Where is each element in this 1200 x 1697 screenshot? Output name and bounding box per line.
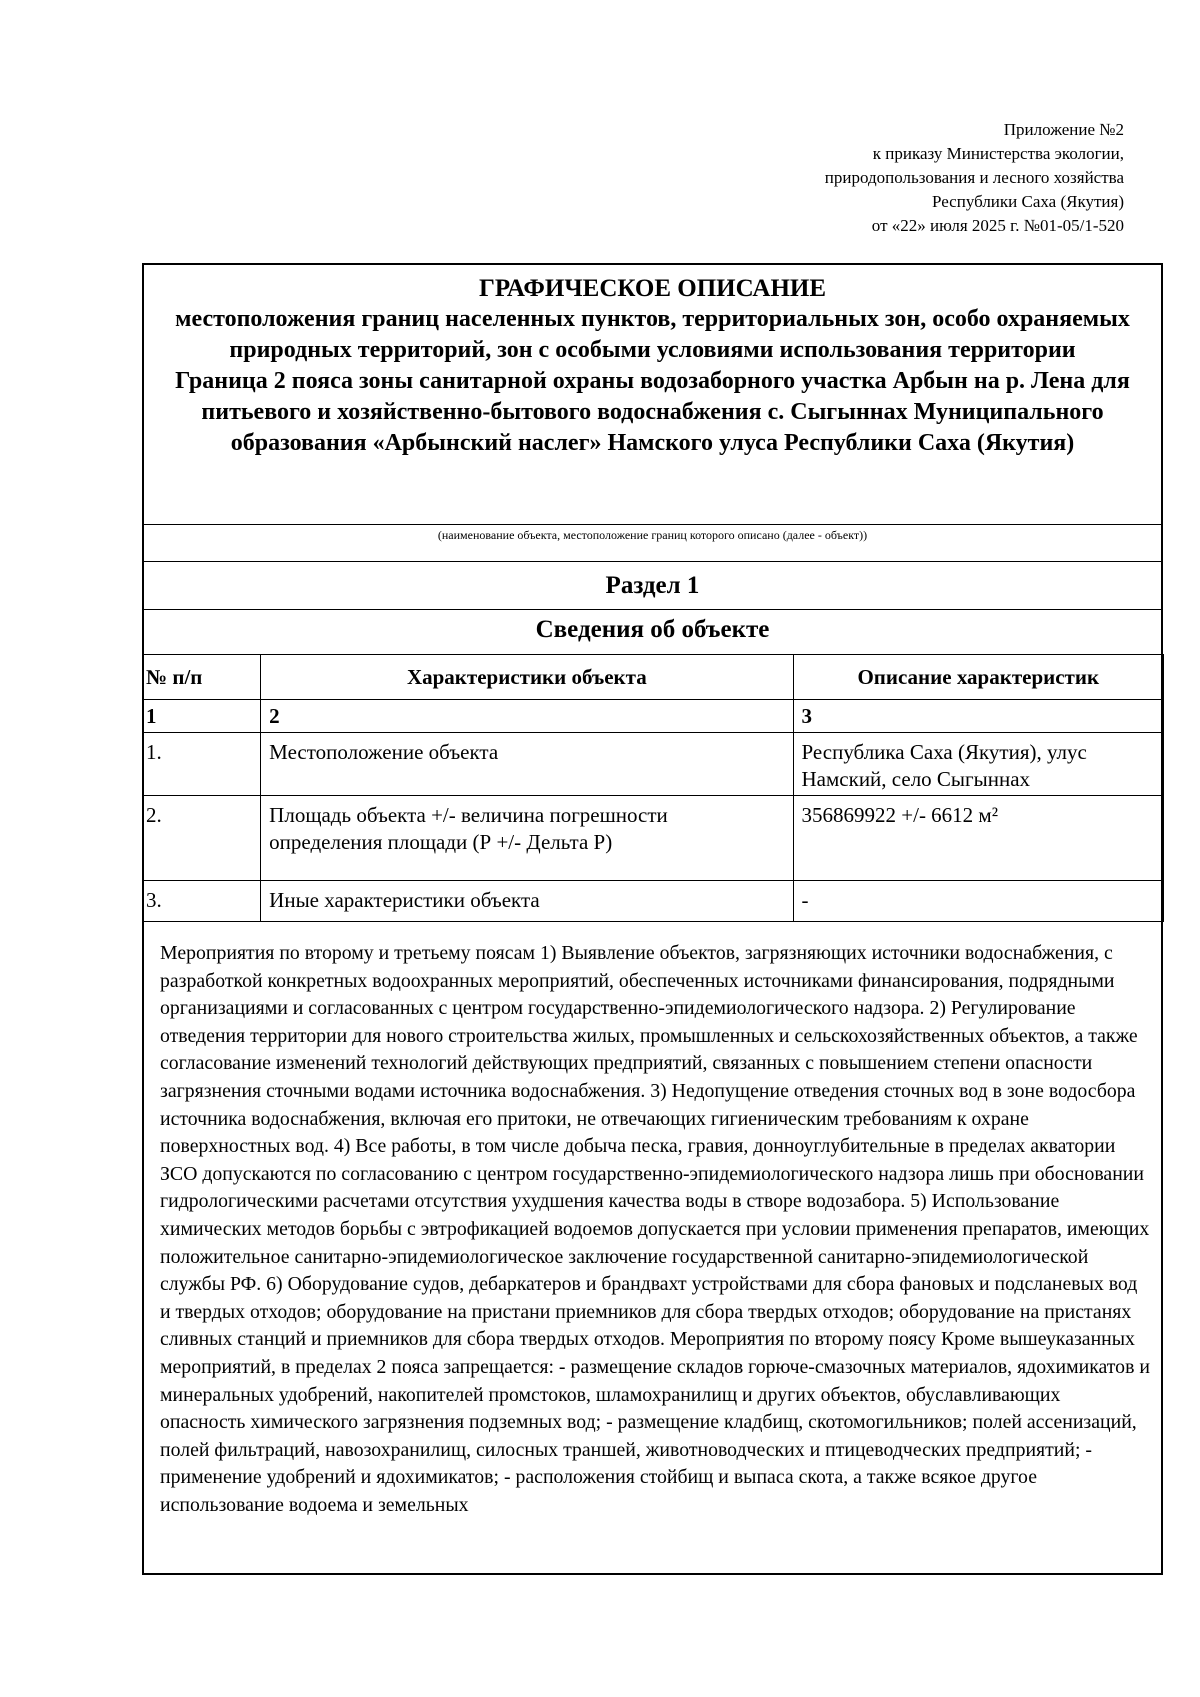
table-header-row: [144, 655, 1164, 700]
header-characteristic: Характеристики объекта: [261, 655, 793, 700]
object-properties-table: [143, 654, 1164, 922]
row-number: 2.: [144, 796, 261, 881]
row-description: 356869922 +/- 6612 м²: [793, 796, 1163, 881]
appendix-line: от «22» июля 2025 г. №01-05/1-520: [871, 216, 1124, 235]
table-row: [144, 796, 1164, 881]
row-description: -: [793, 881, 1163, 922]
table-column-number-row: [144, 700, 1164, 733]
table-row: [144, 733, 1164, 796]
section-heading: Сведения об объекте: [144, 609, 1161, 655]
header-number: № п/п: [144, 655, 261, 700]
appendix-line: Приложение №2: [1003, 120, 1124, 139]
row-characteristic: Площадь объекта +/- величина погрешности определения площади (Р +/- Дельта Р): [261, 796, 793, 881]
section-label: Раздел 1: [144, 561, 1161, 610]
object-caption: (наименование объекта, местоположение границ которого описано (далее - объект)): [144, 524, 1161, 562]
row-number: 1.: [144, 733, 261, 796]
column-number: 3: [793, 700, 1163, 733]
row-characteristic: Иные характеристики объекта: [261, 881, 793, 922]
column-number: 2: [261, 700, 793, 733]
protection-measures-text: Мероприятия по второму и третьему поясам 1) Выявление объектов, загрязняющих источники водоснабжения, с разработкой конкретных водоохранных мероприятий, обеспеченных источниками финансирования, подрядными организациями и согласованных с центром государственно-эпидемиологического надзора. 2) Регулирование отведения территории для нового строительства жилых, промышленных и сельскохозяйственных объектов, а также согласование изменений технологий действующих предприятий, связанных с повышением степени опасности загрязнения сточными водами источника водоснабжения. 3) Недопущение отведения сточных вод в зоне водосбора источника водоснабжения, включая его притоки, не отвечающих гигиеническим требованиям к охране поверхностных вод. 4) Все работы, в том числе добыча песка, гравия, донноуглубительные в пределах акватории ЗСО допускаются по согласованию с центром государственно-эпидемиологического надзора лишь при обосновании гидрологическими расчетами отсутствия ухудшения качества воды в створе водозабора. 5) Использование химических методов борьбы с эвтрофикацией водоемов допускается при условии применения препаратов, имеющих положительное санитарно-эпидемиологическое заключение государственной санитарно-эпидемиологической службы РФ. 6) Оборудование судов, дебаркатеров и брандвахт устройствами для сбора фановых и подсланевых вод и твердых отходов; оборудование на пристани приемников для сбора твердых отходов; оборудование на пристанях сливных станций и приемников для сбора твердых отходов. Мероприятия по второму поясу Кроме вышеуказанных мероприятий, в пределах 2 пояса запрещается: - размещение складов горюче-смазочных материалов, ядохимикатов и минеральных удобрений, накопителей промстоков, шламохранилищ и других объектов, обуславливающих опасность химического загрязнения подземных вод; - размещение кладбищ, скотомогильников; полей ассенизаций, полей фильтраций, навозохранилищ, силосных траншей, животноводческих и птицеводческих предприятий; - применение удобрений и ядохимикатов; - расположения стойбищ и выпаса скота, а также всякое другое использование водоема и земельных: [160, 942, 1150, 1516]
document-subtitle: местоположения границ населенных пунктов, территориальных зон, особо охраняемых природных территорий, зон с особыми условиями использования территории: [175, 306, 1130, 363]
appendix-line: природопользования и лесного хозяйства: [824, 168, 1124, 187]
row-number: 3.: [144, 881, 261, 922]
column-number: 1: [144, 700, 261, 733]
header-description: Описание характеристик: [793, 655, 1163, 700]
document-title: ГРАФИЧЕСКОЕ ОПИСАНИЕ: [478, 275, 827, 302]
document-frame: [142, 263, 1163, 1575]
appendix-line: к приказу Министерства экологии,: [872, 144, 1124, 163]
object-name: Граница 2 пояса зоны санитарной охраны водозаборного участка Арбын на р. Лена для питьевого и хозяйственно-бытового водоснабжения с. Сыгыннах Муниципального образования «Арбынский наслег» Намского улуса Республики Саха (Якутия): [175, 368, 1130, 456]
table-row: [144, 881, 1164, 922]
title-block: [144, 265, 1161, 524]
row-characteristic: Местоположение объекта: [261, 733, 793, 796]
appendix-header: [825, 118, 1124, 238]
appendix-line: Республики Саха (Якутия): [931, 192, 1124, 211]
row-description: Республика Саха (Якутия), улус Намский, село Сыгыннах: [793, 733, 1163, 796]
